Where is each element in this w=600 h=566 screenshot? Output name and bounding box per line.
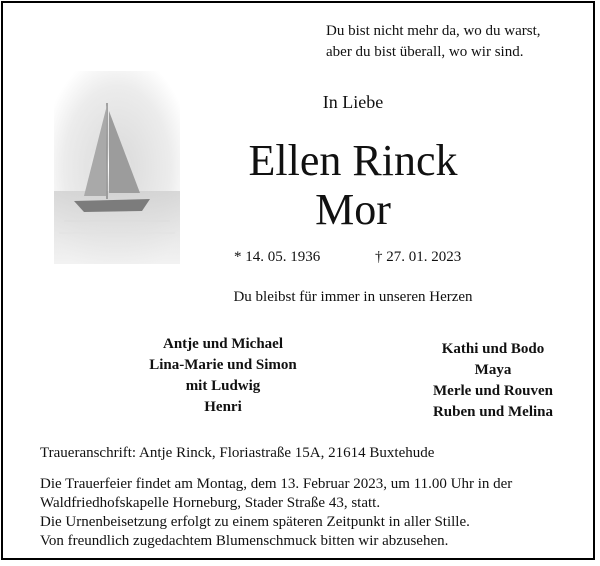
mourner-line: Henri xyxy=(204,399,242,415)
mourning-address: Traueranschrift: Antje Rinck, Floriastraße 15A, 21614 Buxtehude xyxy=(40,445,435,461)
mourners-left xyxy=(118,334,328,418)
mourners-right xyxy=(388,339,598,423)
motto-line: Du bist nicht mehr da, wo du warst, xyxy=(326,23,541,39)
mourner-line: Maya xyxy=(474,362,512,378)
motto-line: aber du bist überall, wo wir sind. xyxy=(326,44,524,60)
mourner-line: mit Ludwig xyxy=(185,378,261,394)
deceased-name: Ellen Rinck xyxy=(248,136,458,185)
notice-line: Die Urnenbeisetzung erfolgt zu einem späteren Zeitpunkt in aller Stille. xyxy=(40,514,470,530)
birth-date: * 14. 05. 1936 xyxy=(234,249,321,265)
mourner-line: Antje und Michael xyxy=(163,336,283,352)
mourner-line: Ruben und Melina xyxy=(432,404,554,420)
obituary-card xyxy=(1,1,595,560)
mourner-line: Lina-Marie und Simon xyxy=(149,357,297,373)
mourner-line: Merle und Rouven xyxy=(433,383,553,399)
notice-line: Von freundlich zugedachtem Blumenschmuck bitten wir abzusehen. xyxy=(40,533,449,549)
deceased-name-second-line: Mor xyxy=(315,185,391,234)
mourner-line: Kathi und Bodo xyxy=(441,341,545,357)
intro-text: In Liebe xyxy=(322,92,384,112)
notice-line: Die Trauerfeier findet am Montag, dem 13. Februar 2023, um 11.00 Uhr in der xyxy=(40,476,513,492)
motto-verse xyxy=(326,21,586,63)
funeral-notice xyxy=(40,475,580,551)
notice-line: Waldfriedhofskapelle Horneburg, Stader Straße 43, statt. xyxy=(40,495,381,511)
death-date: † 27. 01. 2023 xyxy=(375,249,462,265)
tagline: Du bleibst für immer in unseren Herzen xyxy=(233,289,473,305)
